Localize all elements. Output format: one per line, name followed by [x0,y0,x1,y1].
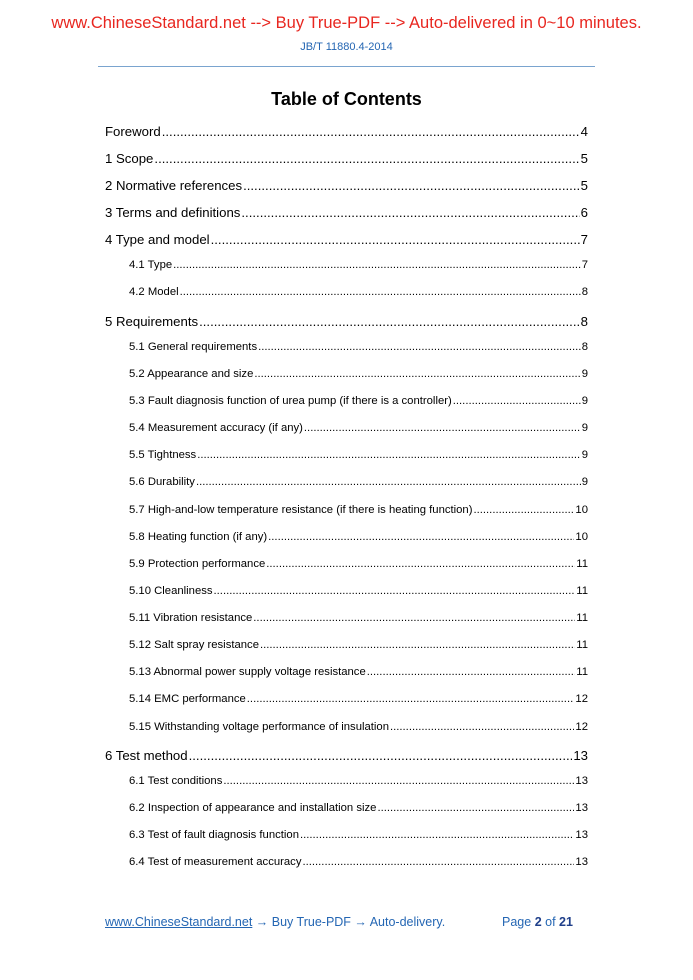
toc-entry-page: 4 [580,124,588,139]
toc-entry[interactable] [105,232,588,247]
document-number: JB/T 11880.4-2014 [300,41,393,53]
toc-entry-title: 5.13 Abnormal power supply voltage resistance [129,666,366,678]
toc-entry-title: 5.8 Heating function (if any) [129,531,268,543]
toc-entry[interactable] [129,639,588,651]
toc-entry-page: 13 [575,829,588,841]
toc-leader-dots [260,639,575,651]
toc-leader-dots [473,504,574,516]
toc-entry-title: Foreword [105,124,161,139]
toc-entry[interactable] [129,612,588,624]
toc-entry[interactable] [129,395,588,407]
toc-entry-title: 5 Requirements [105,314,199,329]
toc-entry-title: 1 Scope [105,151,154,166]
toc-entry[interactable] [105,151,588,166]
toc-entry[interactable] [129,802,588,814]
toc-entry[interactable] [129,829,588,841]
toc-leader-dots [211,232,580,247]
toc-entry[interactable] [129,531,588,543]
toc-leader-dots [268,531,574,543]
toc-leader-dots [173,259,581,271]
toc-entry-page: 11 [576,666,588,678]
toc-entry[interactable] [129,775,588,787]
toc-entry-title: 6.2 Inspection of appearance and installation size [129,802,377,814]
toc-entry[interactable] [129,721,588,733]
toc-entry-title: 4.2 Model [129,286,179,298]
toc-entry-title: 5.2 Appearance and size [129,368,254,380]
toc-entry-title: 5.5 Tightness [129,449,197,461]
toc-entry-title: 3 Terms and definitions [105,205,241,220]
toc-entry-title: 5.6 Durability [129,476,195,488]
toc-entry-page: 13 [575,802,588,814]
toc-entry[interactable] [129,422,588,434]
toc-entry-page: 6 [580,205,588,220]
toc-entry-title: 5.7 High-and-low temperature resistance (if there is heating function) [129,504,473,516]
toc-entry-page: 11 [576,639,588,651]
toc-entry[interactable] [129,856,588,868]
toc-entry-title: 5.10 Cleanliness [129,585,213,597]
toc-leader-dots [253,612,575,624]
toc-entry[interactable] [129,504,588,516]
footer-page-number [502,915,573,929]
toc-entry-title: 5.11 Vibration resistance [129,612,253,624]
footer-website-link[interactable]: www.ChineseStandard.net [105,915,253,929]
toc-entry-title: 4.1 Type [129,259,173,271]
top-banner: www.ChineseStandard.net --> Buy True-PDF --> Auto-delivered in 0~10 minutes. [51,14,642,32]
toc-entry[interactable] [105,178,588,193]
toc-entry[interactable] [129,666,588,678]
toc-leader-dots [254,368,580,380]
toc-entry-page: 13 [575,856,588,868]
toc-leader-dots [214,585,576,597]
toc-entry-title: 4 Type and model [105,232,210,247]
toc-leader-dots [241,205,579,220]
toc-leader-dots [197,449,581,461]
toc-entry[interactable] [129,693,588,705]
toc-entry-page: 11 [576,612,588,624]
toc-entry-page: 13 [575,775,588,787]
toc-entry[interactable] [129,286,588,298]
toc-entry[interactable] [129,476,588,488]
toc-entry-title: 5.4 Measurement accuracy (if any) [129,422,303,434]
toc-entry[interactable] [105,748,588,763]
toc-entry[interactable] [129,259,588,271]
toc-entry-title: 5.3 Fault diagnosis function of urea pump (if there is a controller) [129,395,452,407]
toc-entry[interactable] [105,124,588,139]
toc-entry-page: 9 [581,449,588,461]
toc-leader-dots [247,693,575,705]
page-label: Page [502,915,532,929]
toc-entry[interactable] [129,341,588,353]
toc-entry-title: 5.15 Withstanding voltage performance of insulation [129,721,389,733]
toc-entry-page: 13 [573,748,588,763]
toc-leader-dots [390,721,574,733]
page-total: 21 [559,915,573,929]
toc-leader-dots [199,314,580,329]
toc-leader-dots [162,124,580,139]
toc-entry-page: 9 [581,368,588,380]
header-divider [98,66,595,67]
toc-entry-page: 8 [581,341,588,353]
toc-entry-title: 6.1 Test conditions [129,775,223,787]
toc-entry-page: 11 [576,558,588,570]
toc-leader-dots [154,151,579,166]
toc-leader-dots [223,775,574,787]
toc-leader-dots [300,829,574,841]
toc-entry-page: 8 [580,314,588,329]
toc-entry-title: 5.1 General requirements [129,341,258,353]
toc-entry[interactable] [105,205,588,220]
toc-entry[interactable] [129,368,588,380]
toc-leader-dots [180,286,581,298]
toc-entry-page: 8 [581,286,588,298]
page-of: of [545,915,556,929]
toc-entry-title: 6.3 Test of fault diagnosis function [129,829,299,841]
toc-leader-dots [453,395,581,407]
toc-entry-page: 11 [576,585,588,597]
footer-promo-text: → Buy True-PDF → Auto-delivery. [252,915,446,929]
toc-entry-title: 5.14 EMC performance [129,693,246,705]
toc-leader-dots [196,476,581,488]
page-title: Table of Contents [271,89,422,109]
toc-leader-dots [243,178,580,193]
toc-entry-title: 2 Normative references [105,178,243,193]
toc-entry-page: 9 [581,395,588,407]
toc-entry-page: 10 [575,531,588,543]
toc-entry-page: 5 [580,151,588,166]
toc-entry-title: 6.4 Test of measurement accuracy [129,856,302,868]
page-current: 2 [534,915,542,929]
toc-leader-dots [304,422,581,434]
toc-leader-dots [258,341,581,353]
toc-leader-dots [377,802,574,814]
footer-promo [105,915,445,929]
toc-entry[interactable] [129,558,588,570]
toc-entry[interactable] [129,449,588,461]
toc-entry[interactable] [129,585,588,597]
toc-entry-page: 5 [580,178,588,193]
toc-entry-title: 6 Test method [105,748,188,763]
toc-entry-page: 7 [580,232,588,247]
toc-entry-page: 12 [575,721,588,733]
toc-entry-page: 12 [575,693,588,705]
toc-entry-title: 5.12 Salt spray resistance [129,639,259,651]
toc-leader-dots [302,856,574,868]
toc-entry[interactable] [105,314,588,329]
toc-entry-page: 7 [581,259,588,271]
toc-leader-dots [189,748,573,763]
toc-leader-dots [266,558,575,570]
toc-entry-page: 9 [581,476,588,488]
toc-leader-dots [367,666,576,678]
toc-entry-title: 5.9 Protection performance [129,558,266,570]
toc-entry-page: 10 [575,504,588,516]
toc-entry-page: 9 [581,422,588,434]
